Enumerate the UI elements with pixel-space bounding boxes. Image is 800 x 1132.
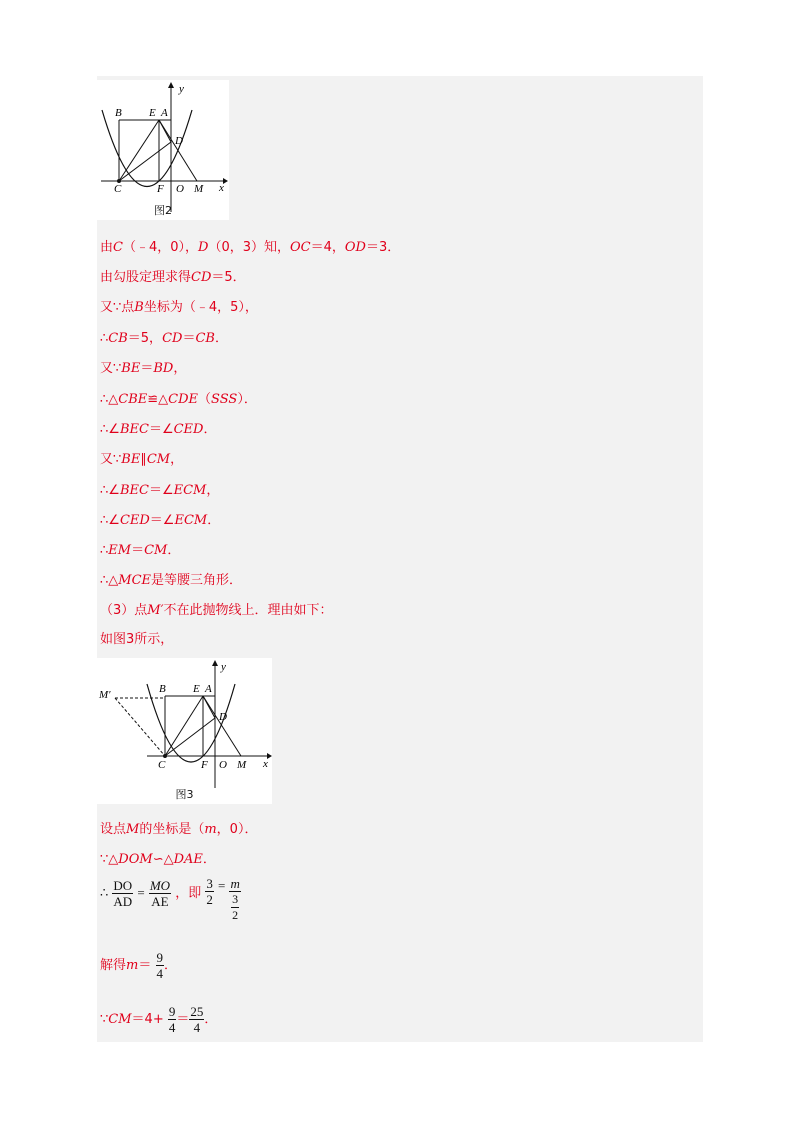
label-B: B — [159, 683, 166, 695]
math-variable: C — [113, 240, 123, 255]
line-text: ∴△ — [100, 573, 119, 588]
math-variable: BE — [121, 452, 141, 467]
fraction-9-4 — [156, 950, 165, 981]
label-D: D — [219, 711, 227, 723]
label-C: C — [158, 759, 166, 771]
equation-cm — [100, 1004, 217, 1035]
fraction-numerator: MO — [149, 878, 171, 893]
line-text: ＝∠ — [148, 483, 174, 498]
fraction-numerator: DO — [113, 878, 133, 893]
because-symbol: ∵ — [100, 1012, 109, 1027]
line-text: 的坐标是（ — [139, 822, 205, 837]
fraction-numerator: 3 — [232, 892, 239, 906]
equation-ratio — [100, 878, 241, 923]
fraction-mo-ae — [149, 878, 171, 909]
fraction-numerator: 3 — [206, 876, 213, 891]
line-text: ． — [214, 331, 228, 346]
line-text: ＝5． — [211, 270, 246, 285]
line-text: ∴∠ — [100, 483, 120, 498]
fraction-denominator: AE — [151, 894, 169, 909]
math-variable: CB — [108, 331, 128, 346]
label-y: y — [221, 661, 226, 673]
label-O: O — [176, 183, 184, 195]
fraction-denominator: AD — [113, 894, 133, 909]
math-variable: BD — [153, 361, 174, 376]
fraction-do-ad — [112, 878, 133, 909]
period: ． — [164, 958, 178, 973]
figure-3-caption: 图3 — [175, 788, 194, 801]
solution-line — [100, 357, 186, 376]
fraction-denominator: 4 — [156, 966, 163, 981]
fraction-denominator: 4 — [193, 1020, 201, 1035]
fraction-numerator: m — [230, 876, 240, 891]
math-variable: EM — [108, 543, 132, 558]
figure-3 — [97, 658, 272, 804]
figure-2-caption: 图2 — [154, 204, 172, 217]
solution-line — [100, 848, 216, 867]
line-text: ． — [202, 852, 216, 867]
solve-prefix: 解得 — [100, 958, 127, 973]
label-M: M — [237, 759, 247, 771]
fraction-25-4 — [189, 1004, 204, 1035]
math-variable: D — [198, 240, 209, 255]
line-text: ，0）． — [216, 822, 258, 837]
equals-sign: ＝ — [176, 1012, 190, 1027]
solution-line — [100, 479, 219, 498]
line-text: 坐标为（﹣4，5）， — [143, 300, 258, 315]
line-text: （ — [198, 392, 212, 407]
line-text: ． — [207, 513, 221, 528]
line-text: 由勾股定理求得 — [100, 270, 192, 285]
figure-2-diagram — [97, 80, 229, 220]
equals-sign: ＝ — [138, 958, 152, 973]
label-y: y — [179, 83, 184, 95]
math-variable: BEC — [119, 422, 149, 437]
solution-line — [100, 388, 257, 407]
line-text: ∴ — [100, 331, 109, 346]
solution-line — [100, 236, 400, 255]
therefore-symbol: ∴ — [100, 885, 109, 900]
line-text: 由 — [100, 240, 114, 255]
math-variable: CED — [173, 422, 204, 437]
line-text: ＝4， — [310, 240, 345, 255]
label-x: x — [219, 182, 224, 194]
fraction-m-over-3-2 — [229, 876, 240, 923]
label-M: M — [194, 183, 204, 195]
math-variable: BEC — [119, 483, 149, 498]
line-text: ∵△ — [100, 852, 119, 867]
label-B: B — [115, 107, 122, 119]
fraction-denominator — [229, 892, 240, 923]
solution-line — [100, 418, 216, 437]
math-variable: B — [134, 300, 144, 315]
line-text: ∽△ — [152, 852, 174, 867]
period: ． — [204, 1012, 218, 1027]
equals-sign: = — [137, 885, 145, 900]
line-text: ＝ — [182, 331, 196, 346]
line-text: ∥ — [140, 452, 147, 467]
solution-line — [100, 509, 220, 528]
line-text: ∴ — [100, 543, 109, 558]
line-text: ． — [167, 543, 181, 558]
solution-line — [100, 296, 258, 315]
math-variable: m — [204, 822, 217, 837]
math-variable: BE — [121, 361, 141, 376]
label-E: E — [193, 683, 200, 695]
math-variable: CM — [146, 452, 171, 467]
line-text: ∴∠ — [100, 513, 120, 528]
label-A: A — [205, 683, 212, 695]
line-text: ＝3． — [365, 240, 401, 255]
fraction-3-2 — [205, 876, 214, 907]
line-text: ＝ — [131, 543, 145, 558]
line-text: ． — [203, 422, 217, 437]
line-text: （0，3）知， — [208, 240, 290, 255]
math-variable: CED — [119, 513, 150, 528]
math-variable: OC — [290, 240, 311, 255]
math-variable: CDE — [168, 392, 199, 407]
line-text: 如图3所示， — [100, 632, 174, 647]
line-text: ＝ — [140, 361, 154, 376]
math-variable: DAE — [173, 852, 203, 867]
fraction-denominator: 2 — [232, 908, 239, 922]
label-F: F — [157, 183, 164, 195]
line-text: 设点 — [100, 822, 127, 837]
equation-solve-m — [100, 950, 177, 981]
line-text: 是等腰三角形． — [151, 573, 243, 588]
line-text: ， — [170, 452, 184, 467]
solution-line — [100, 539, 180, 558]
label-D: D — [175, 135, 183, 147]
line-text: 又∵ — [100, 452, 122, 467]
equals-plus: ＝4+ — [131, 1012, 164, 1027]
math-variable: SSS — [211, 392, 238, 407]
line-text: ≌△ — [147, 392, 169, 407]
line-text: ＝∠ — [149, 513, 175, 528]
fraction-numerator: 9 — [168, 1004, 176, 1019]
solution-line — [100, 266, 246, 285]
variable-cm: CM — [108, 1012, 132, 1027]
line-text: ∴△ — [100, 392, 119, 407]
label-x: x — [263, 758, 268, 770]
solution-line — [100, 818, 257, 837]
fraction-denominator: 2 — [206, 892, 213, 907]
solution-line — [100, 628, 173, 647]
line-text: ， — [206, 483, 220, 498]
math-variable: OD — [344, 240, 366, 255]
label-M-prime: M′ — [99, 689, 111, 701]
math-variable: ECM — [174, 513, 208, 528]
line-text: （﹣4，0）， — [122, 240, 199, 255]
equals-sign: = — [217, 878, 226, 893]
line-text: 不在此抛物线上．理由如下： — [163, 603, 333, 618]
fraction-numerator: 9 — [156, 950, 163, 965]
math-variable: M — [126, 822, 140, 837]
line-text: ＝∠ — [148, 422, 174, 437]
math-variable: M′ — [147, 603, 164, 618]
namely-text: ，即 — [175, 886, 202, 901]
label-E: E — [149, 107, 156, 119]
math-variable: CD — [162, 331, 183, 346]
math-variable: CM — [144, 543, 168, 558]
line-text: ∴∠ — [100, 422, 120, 437]
figure-2 — [97, 80, 229, 220]
label-A: A — [161, 107, 168, 119]
fraction-denominator: 4 — [168, 1020, 176, 1035]
solution-line — [100, 327, 228, 346]
variable-m: m — [126, 958, 139, 973]
figure-3-diagram — [97, 658, 272, 804]
fraction-numerator: 25 — [190, 1004, 204, 1019]
line-text: 又∵ — [100, 361, 122, 376]
solution-line — [100, 599, 333, 618]
line-text: 又∵点 — [100, 300, 135, 315]
math-variable: CB — [195, 331, 215, 346]
solution-line — [100, 569, 242, 588]
line-text: ＝5， — [127, 331, 163, 346]
line-text: ， — [173, 361, 187, 376]
math-variable: CBE — [118, 392, 148, 407]
label-C: C — [114, 183, 122, 195]
solution-line — [100, 448, 183, 467]
math-variable: DOM — [118, 852, 153, 867]
line-text: （3）点 — [100, 603, 148, 618]
math-variable: MCE — [118, 573, 152, 588]
label-F: F — [201, 759, 208, 771]
label-O: O — [219, 759, 227, 771]
line-text: ）． — [237, 392, 257, 407]
math-variable: CD — [191, 270, 212, 285]
math-variable: ECM — [173, 483, 207, 498]
